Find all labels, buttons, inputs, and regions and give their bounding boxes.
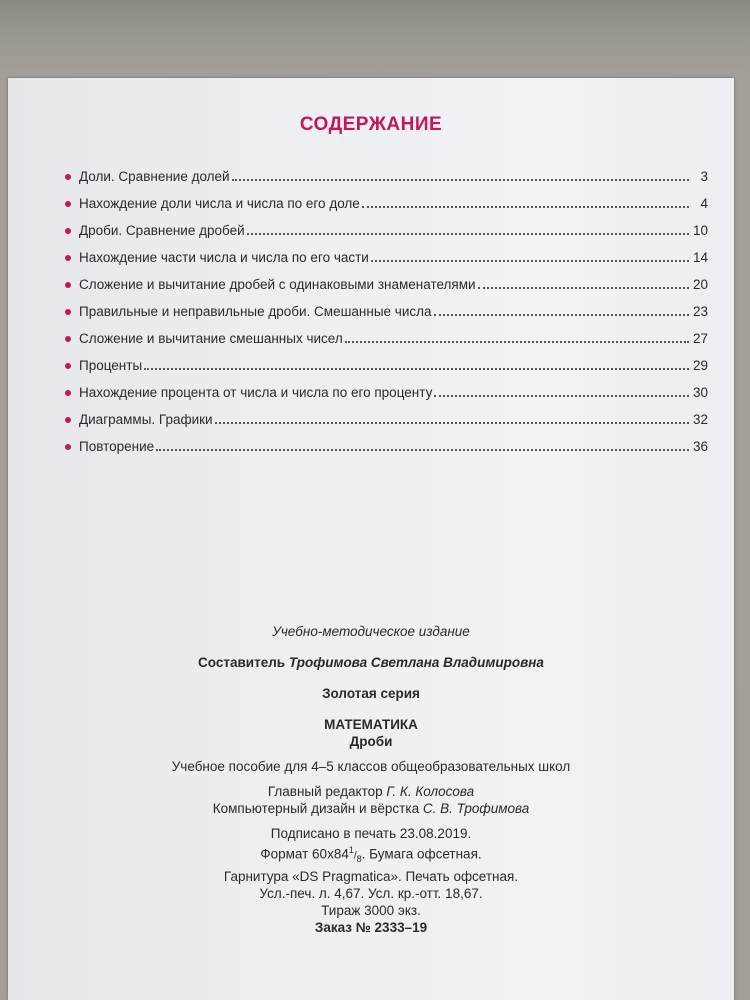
toc-item [65, 212, 708, 239]
toc-item [65, 239, 708, 266]
toc-item-label: Повторение [79, 439, 155, 454]
editor-name: Г. К. Колосова [386, 784, 475, 799]
toc-item-page: 27 [692, 331, 708, 346]
table-of-contents [65, 158, 708, 455]
order-number: Заказ № 2333–19 [314, 920, 428, 936]
subject-title: МАТЕМАТИКА [324, 717, 418, 732]
toc-item-label: Сложение и вычитание дробей с одинаковыми знаменателями [79, 277, 476, 292]
toc-item-page: 29 [692, 358, 708, 373]
toc-item [65, 266, 708, 293]
edition-type: Учебно-методическое издание [272, 624, 470, 639]
toc-item [65, 401, 708, 428]
format-prefix: Формат 60х84 [260, 846, 349, 862]
sheets-line: Усл.-печ. л. 4,67. Усл. кр.-отт. 18,67. [259, 886, 483, 902]
editor-line [8, 783, 734, 800]
bullet-icon [65, 336, 71, 342]
toc-item [65, 158, 708, 185]
bullet-icon [65, 363, 71, 369]
toc-item-label: Дроби. Сравнение дробей [79, 223, 245, 238]
format-line: Формат $60х84^1/_8$. Бумага офсетная. [260, 845, 482, 865]
dot-leader [371, 260, 689, 262]
toc-item-page: 20 [692, 277, 708, 292]
toc-item-page: 23 [692, 304, 708, 319]
document-page [8, 78, 734, 1000]
toc-item-label: Сложение и вычитание смешанных чисел [79, 331, 343, 346]
imprint-block [8, 623, 734, 936]
toc-item-page: 4 [700, 196, 708, 211]
toc-item [65, 347, 708, 374]
bullet-icon [65, 390, 71, 396]
bullet-icon [65, 282, 71, 288]
toc-item-label: Диаграммы. Графики [79, 412, 213, 427]
bullet-icon [65, 174, 71, 180]
toc-item-label: Правильные и неправильные дроби. Смешанные числа [79, 304, 432, 319]
toc-item-page: 30 [692, 385, 708, 400]
toc-item [65, 428, 708, 455]
dot-leader [215, 422, 689, 424]
toc-item [65, 293, 708, 320]
toc-item [65, 374, 708, 401]
designer-name: С. В. Трофимова [422, 801, 530, 816]
format-fraction-num: 1 [348, 845, 354, 855]
contents-title: СОДЕРЖАНИЕ [299, 114, 443, 135]
dot-leader [156, 449, 689, 451]
toc-item-label: Нахождение процента от числа и числа по его проценту [79, 385, 433, 400]
compiler-name: Трофимова Светлана Владимировна [288, 655, 544, 670]
dot-leader [232, 179, 689, 181]
toc-item-label: Нахождение части числа и числа по его части [79, 250, 369, 265]
format-fraction-den: 8 [356, 854, 362, 865]
format-suffix: . Бумага офсетная. [361, 846, 482, 862]
dot-leader [434, 395, 689, 397]
signed-date: Подписано в печать 23.08.2019. [270, 826, 472, 841]
toc-item [65, 185, 708, 212]
bullet-icon [65, 309, 71, 315]
editor-label: Главный редактор [267, 784, 383, 799]
compiler-label: Составитель [198, 655, 286, 670]
toc-item-page: 36 [692, 439, 708, 454]
toc-item [65, 320, 708, 347]
dot-leader [434, 314, 689, 316]
toc-item-page: 3 [700, 169, 708, 184]
topic-title: Дроби [349, 734, 393, 749]
toc-item-label: Проценты [79, 358, 143, 373]
compiler-line [8, 654, 734, 671]
audience-line: Учебное пособие для 4–5 классов общеобразовательных школ [171, 759, 571, 774]
dot-leader [362, 206, 689, 208]
toc-item-page: 32 [692, 412, 708, 427]
print-run: Тираж 3000 экз. [321, 903, 421, 919]
dot-leader [144, 368, 689, 370]
toc-item-page: 14 [692, 250, 708, 265]
designer-label: Компьютерный дизайн и вёрстка [212, 801, 420, 816]
dot-leader [247, 233, 689, 235]
toc-item-label: Нахождение доли числа и числа по его доле [79, 196, 360, 211]
series-name: Золотая серия [322, 686, 420, 701]
toc-item-label: Доли. Сравнение долей [79, 169, 230, 184]
dot-leader [345, 341, 689, 343]
bullet-icon [65, 255, 71, 261]
bullet-icon [65, 228, 71, 234]
typeface-line: Гарнитура «DS Pragmatica». Печать офсетная. [223, 869, 519, 885]
designer-line [8, 800, 734, 817]
bullet-icon [65, 417, 71, 423]
dot-leader [478, 287, 689, 289]
toc-item-page: 10 [692, 223, 708, 238]
bullet-icon [65, 444, 71, 450]
bullet-icon [65, 201, 71, 207]
